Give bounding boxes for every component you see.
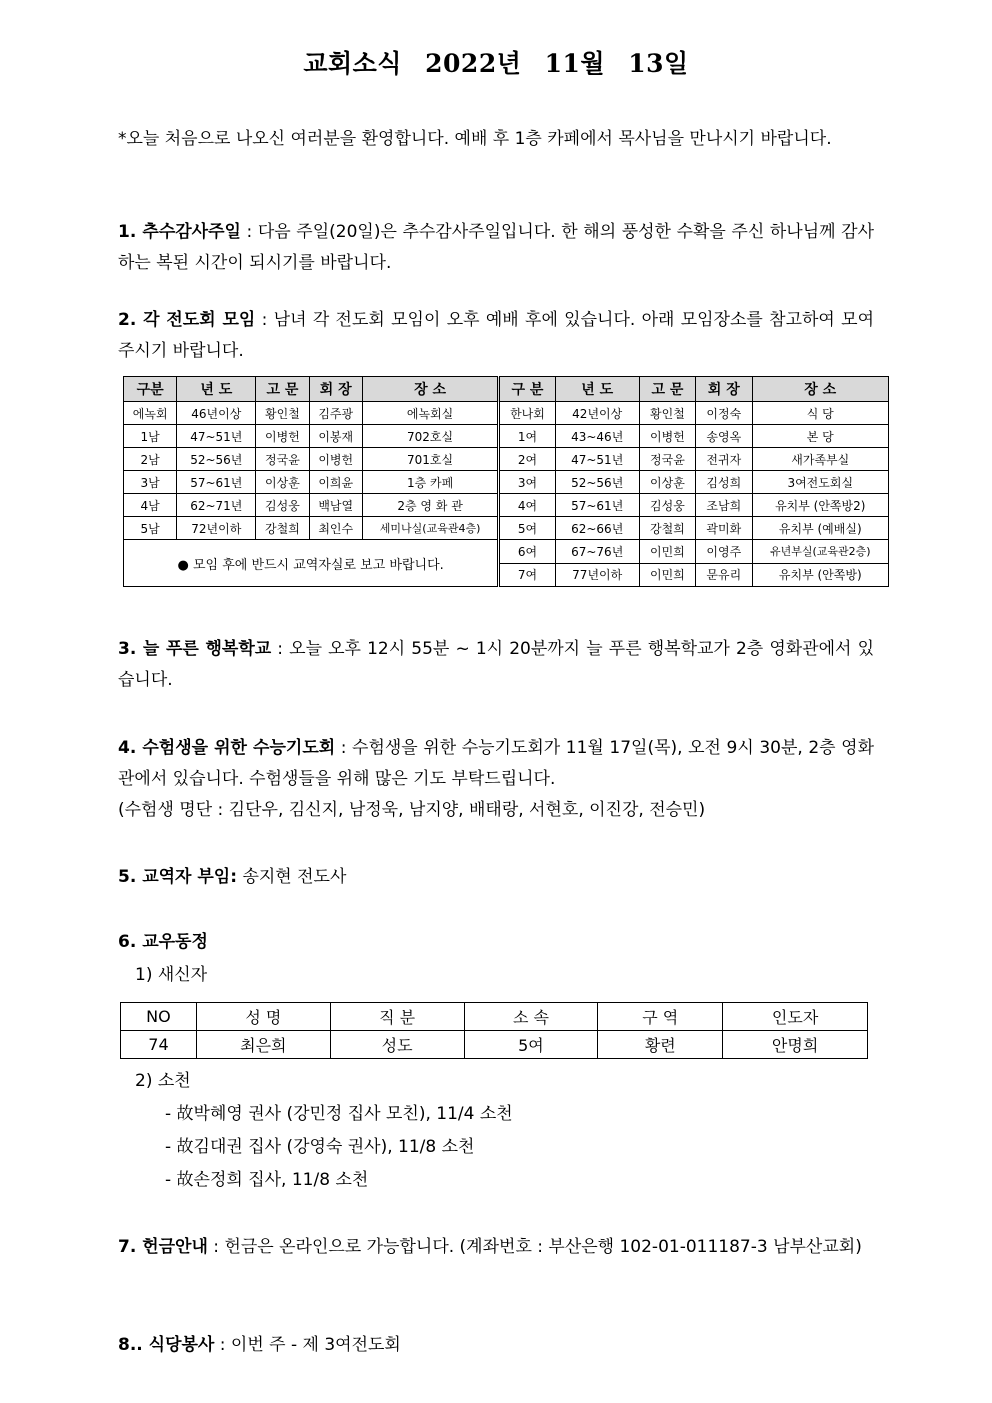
notice-4-student-list: (수험생 명단 : 김단우, 김신지, 남정욱, 남지양, 배태랑, 서현호, 이진강, 전승민) [118,800,706,820]
table-cell: 이상훈 [639,471,695,494]
table-cell: 황련 [598,1031,723,1059]
column-header: 회 장 [696,377,752,402]
table-cell: 황인철 [256,402,309,425]
notice-5-body: 송지현 전도사 [237,867,347,887]
column-header: 구 역 [598,1003,723,1031]
notice-5 [118,862,874,893]
table-note: ● 모임 후에 반드시 교역자실로 보고 바랍니다. [124,540,499,587]
list-item: - 故박혜영 권사 (강민정 집사 모친), 11/4 소천 [165,1104,513,1124]
table-cell: 유치부 (안쪽방) [752,563,888,587]
column-header: 고 문 [256,377,309,402]
column-header: 회 장 [309,377,362,402]
table-cell: 유치부 (안쪽방2) [752,494,888,517]
newcomers-table [120,1002,868,1059]
notice-4-heading: 4. 수험생을 위한 수능기도회 [118,738,336,758]
table-cell: 최은희 [196,1031,330,1059]
notice-8 [118,1330,874,1361]
table-cell: 1층 카페 [362,471,498,494]
table-cell: 6여 [499,540,555,564]
table-cell: 곽미화 [696,517,752,540]
table-row [124,425,889,448]
table-row [124,517,889,540]
table-cell: 강철희 [256,517,309,540]
column-header: 성 명 [196,1003,330,1031]
table-cell: 57~61년 [177,471,256,494]
column-header: 구 분 [499,377,555,402]
notice-3 [118,634,874,696]
table-cell: 새가족부실 [752,448,888,471]
table-cell: 7여 [499,563,555,587]
column-header: 년 도 [177,377,256,402]
table-row [121,1031,868,1059]
notice-1-body: : 다음 주일(20일)은 추수감사주일입니다. 한 해의 풍성한 수확을 주신 하나님께 감사하는 복된 시간이 되시기를 바랍니다. [118,222,874,273]
table-cell: 황인철 [639,402,695,425]
table-cell: 에녹회실 [362,402,498,425]
notice-4 [118,733,874,826]
table-cell: 46년이상 [177,402,256,425]
notice-6-heading: 6. 교우동정 [118,932,208,952]
column-header: 장 소 [752,377,888,402]
notice-8-body: : 이번 주 - 제 3여전도회 [214,1335,401,1355]
table-cell: 이희윤 [309,471,362,494]
table-cell: 정국윤 [639,448,695,471]
table-cell: 문유리 [696,563,752,587]
table-cell: 이병헌 [256,425,309,448]
table-cell: 42년이상 [555,402,639,425]
table-cell: 안명희 [723,1031,868,1059]
table-cell: 77년이하 [555,563,639,587]
table-cell: 김성희 [696,471,752,494]
list-item: - 故김대권 집사 (강영숙 권사), 11/8 소천 [165,1137,475,1157]
table-cell: 2남 [124,448,177,471]
table-cell: 5남 [124,517,177,540]
notice-1-heading: 1. 추수감사주일 [118,222,241,242]
table-cell: 4여 [499,494,555,517]
notice-7 [118,1232,874,1263]
table-cell: 백남열 [309,494,362,517]
table-cell: 3여 [499,471,555,494]
table-cell: 송영옥 [696,425,752,448]
table-cell: 강철희 [639,517,695,540]
notice-2 [118,305,874,367]
table-cell: 이민희 [639,540,695,564]
table-cell: 52~56년 [555,471,639,494]
table-row [124,494,889,517]
table-cell: 전귀자 [696,448,752,471]
table-cell: 43~46년 [555,425,639,448]
column-header: 년 도 [555,377,639,402]
table-cell: 세미나실(교육관4층) [362,517,498,540]
table-cell: 본 당 [752,425,888,448]
table-row [124,471,889,494]
table-cell: 3여전도회실 [752,471,888,494]
table-cell: 3남 [124,471,177,494]
table-cell: 이상훈 [256,471,309,494]
column-header: 고 문 [639,377,695,402]
notice-6 [118,927,874,958]
column-header: 구분 [124,377,177,402]
table-cell: 2층 영 화 관 [362,494,498,517]
table-cell: 47~51년 [555,448,639,471]
welcome-text: *오늘 처음으로 나오신 여러분을 환영합니다. 예배 후 1층 카페에서 목사님을 만나시기 바랍니다. [118,129,832,149]
notice-1 [118,217,874,279]
newcomers-label: 1) 새신자 [135,965,208,985]
table-cell: 62~66년 [555,517,639,540]
table-cell: 한나회 [499,402,555,425]
table-cell: 4남 [124,494,177,517]
notice-3-body: : 오늘 오후 12시 55분 ~ 1시 20분까지 늘 푸른 행복학교가 2층 영화관에서 있습니다. [118,639,875,690]
table-cell: 5여 [464,1031,598,1059]
table-cell: 47~51년 [177,425,256,448]
column-header: 소 속 [464,1003,598,1031]
table-cell: 67~76년 [555,540,639,564]
table-header-row [121,1003,868,1031]
table-row [124,540,889,564]
table-cell: 이봉재 [309,425,362,448]
column-header: 직 분 [330,1003,464,1031]
notice-2-body: : 남녀 각 전도회 모임이 오후 예배 후에 있습니다. 아래 모임장소를 참고하여 모여 주시기 바랍니다. [118,310,875,361]
column-header: 장 소 [362,377,498,402]
table-cell: 1여 [499,425,555,448]
table-cell: 74 [121,1031,197,1059]
notice-8-heading: 8.. 식당봉사 [118,1335,215,1355]
table-cell: 정국윤 [256,448,309,471]
notice-5-heading: 5. 교역자 부임: [118,867,238,887]
table-cell: 김성웅 [256,494,309,517]
table-cell: 유년부실(교육관2층) [752,540,888,564]
table-cell: 조남희 [696,494,752,517]
table-cell: 57~61년 [555,494,639,517]
table-cell: 이민희 [639,563,695,587]
table-cell: 이병헌 [309,448,362,471]
table-cell: 72년이하 [177,517,256,540]
table-cell: 52~56년 [177,448,256,471]
table-cell: 이병헌 [639,425,695,448]
notice-2-heading: 2. 각 전도회 모임 [118,310,256,330]
table-cell: 1남 [124,425,177,448]
table-cell: 에녹회 [124,402,177,425]
table-cell: 2여 [499,448,555,471]
table-row [124,448,889,471]
notice-4-body: : 수험생을 위한 수능기도회가 11월 17일(목), 오전 9시 30분, 2층 영화관에서 있습니다. 수험생들을 위해 많은 기도 부탁드립니다. [118,738,874,789]
column-header: NO [121,1003,197,1031]
table-cell: 김성웅 [639,494,695,517]
group-meeting-table [123,376,889,587]
table-cell: 유치부 (예배실) [752,517,888,540]
page-title: 교회소식 2022년 11월 13일 [303,49,689,78]
list-item: - 故손정희 집사, 11/8 소천 [165,1170,369,1190]
table-cell: 성도 [330,1031,464,1059]
table-cell: 최인수 [309,517,362,540]
notice-7-heading: 7. 헌금안내 [118,1237,208,1257]
table-cell: 702호실 [362,425,498,448]
table-header-row [124,377,889,402]
column-header: 인도자 [723,1003,868,1031]
table-cell: 62~71년 [177,494,256,517]
table-cell: 701호실 [362,448,498,471]
table-cell: 이정숙 [696,402,752,425]
notice-7-body: : 헌금은 온라인으로 가능합니다. (계좌번호 : 부산은행 102-01-011187-3 남부산교회) [207,1237,862,1257]
table-cell: 이영주 [696,540,752,564]
table-cell: 식 당 [752,402,888,425]
table-cell: 5여 [499,517,555,540]
deaths-label: 2) 소천 [135,1071,191,1091]
notice-3-heading: 3. 늘 푸른 행복학교 [118,639,272,659]
table-row [124,402,889,425]
table-cell: 김주광 [309,402,362,425]
